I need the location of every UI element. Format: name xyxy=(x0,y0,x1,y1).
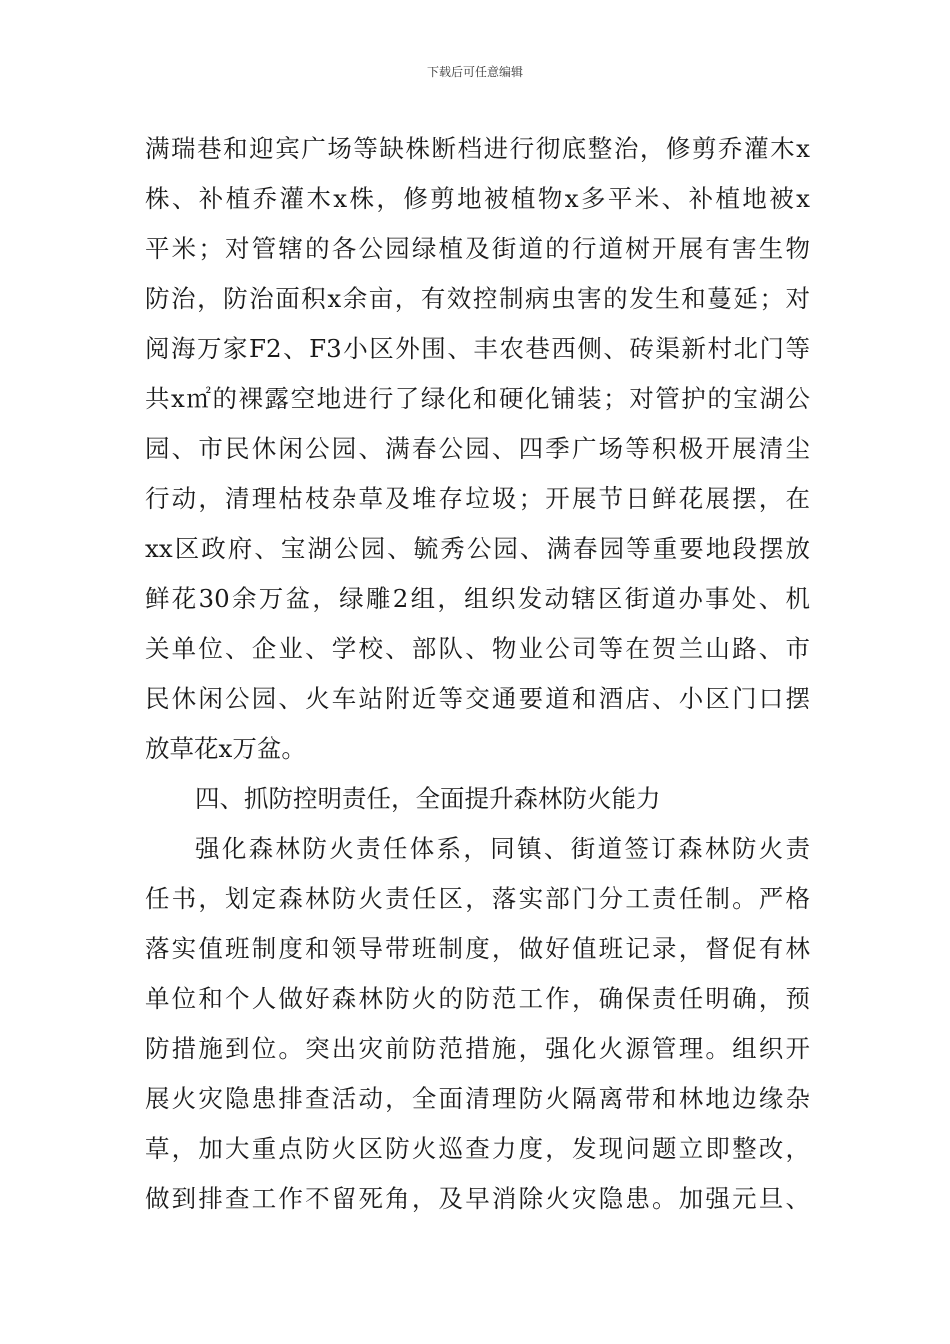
body-text-line: 民休闲公园、火车站附近等交通要道和酒店、小区门口摆 xyxy=(145,684,810,713)
body-text-line: 阅海万家F2、F3小区外围、丰农巷西侧、砖渠新村北门等 xyxy=(145,334,810,363)
body-text-line: 防措施到位。突出灾前防范措施，强化火源管理。组织开 xyxy=(145,1034,810,1063)
body-text-line: 满瑞巷和迎宾广场等缺株断档进行彻底整治，修剪乔灌木x xyxy=(145,134,810,163)
body-text-line: 草，加大重点防火区防火巡查力度，发现问题立即整改， xyxy=(145,1134,810,1163)
body-text-line: 落实值班制度和领导带班制度，做好值班记录，督促有林 xyxy=(145,934,810,963)
body-text-line: 放草花x万盆。 xyxy=(145,734,306,763)
body-text-line: 做到排查工作不留死角，及早消除火灾隐患。加强元旦、 xyxy=(145,1184,810,1213)
body-text-line: 展火灾隐患排查活动，全面清理防火隔离带和林地边缘杂 xyxy=(145,1084,810,1113)
body-text-line: 防治，防治面积x余亩，有效控制病虫害的发生和蔓延；对 xyxy=(145,284,810,313)
body-text-line: 株、补植乔灌木x株，修剪地被植物x多平米、补植地被x xyxy=(145,184,810,213)
body-text-line: 园、市民休闲公园、满春公园、四季广场等积极开展清尘 xyxy=(145,434,810,463)
body-text-line: 关单位、企业、学校、部队、物业公司等在贺兰山路、市 xyxy=(145,634,810,663)
body-text-line: 任书，划定森林防火责任区，落实部门分工责任制。严格 xyxy=(145,884,810,913)
page-header: 下载后可任意编辑 xyxy=(426,65,523,79)
body-text-line: 强化森林防火责任体系，同镇、街道签订森林防火责 xyxy=(195,834,810,863)
body-text-line: 共x㎡的裸露空地进行了绿化和硬化铺装；对管护的宝湖公 xyxy=(145,384,810,413)
body-text-line: 单位和个人做好森林防火的防范工作，确保责任明确，预 xyxy=(145,984,810,1013)
section-heading: 四、抓防控明责任，全面提升森林防火能力 xyxy=(195,784,661,813)
body-text-line: 平米；对管辖的各公园绿植及街道的行道树开展有害生物 xyxy=(145,234,810,263)
body-text-line: 鲜花30余万盆，绿雕2组，组织发动辖区街道办事处、机 xyxy=(145,584,810,613)
body-text-line: 行动，清理枯枝杂草及堆存垃圾；开展节日鲜花展摆，在 xyxy=(145,484,810,513)
body-text-line: xx区政府、宝湖公园、毓秀公园、满春园等重要地段摆放 xyxy=(145,534,810,563)
